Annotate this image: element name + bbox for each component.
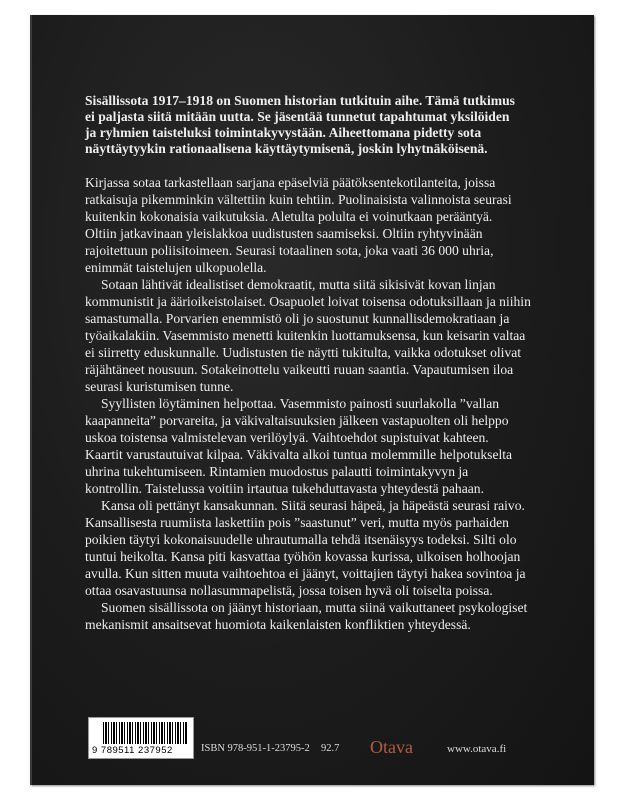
paragraph-line: rajoitettuun poliisitoimeen. Seurasi totaalinen sota, joka vaati 36 000 uhria, (85, 243, 494, 258)
paragraph-line: Kirjassa sotaa tarkastellaan sarjana epäselviä päätöksentekotilanteita, joissa (85, 175, 496, 190)
paragraph-line: enimmät taistelujen ulkopuolella. (85, 260, 267, 275)
barcode-number: 9 789511 237952 (92, 745, 173, 756)
paragraph-line: kommunistit ja äärioikeistolaiset. Osapuolet loivat toisensa odotuksillaan ja niihin (85, 294, 531, 309)
paragraph-line: räjähtäneet nousuun. Sotakeinottelu vaikeutti ruuan saantia. Vapautumisen iloa (85, 362, 514, 377)
price-code: 92.7 (321, 743, 340, 754)
lead-line: näyttäytyykin rationaalisena käyttäytymisenä, joskin lyhytnäköisenä. (85, 141, 488, 156)
paragraph-line: uhrina tukehtumiseen. Rintamien muodostus palautti toimintakyvyn ja (85, 464, 469, 479)
paragraph-line: avulla. Kun sitten muuta vaihtoehtoa ei jäänyt, voittajien täytyi hakea sovintoa ja (85, 566, 526, 581)
isbn: ISBN 978-951-1-23795-2 (201, 743, 310, 754)
paragraph-line: Sotaan lähtivät idealistiset demokraatit, mutta siitä sikisivät kovan linjan (101, 277, 496, 292)
paragraph-line: kuitenkin kokonaisia vaikutuksia. Aletulta polulta ei voinutkaan perääntyä. (85, 209, 493, 224)
paragraph-line: kontrollin. Taistelussa voitiin irtautua tukehduttavasta yhteydestä pahaan. (85, 481, 484, 496)
lead-paragraph (85, 93, 531, 157)
paragraph-line: mekanismit ansaitsevat huomiota kaikenlaisten konfliktien yhteydessä. (85, 617, 471, 632)
paragraph (85, 395, 531, 497)
barcode (88, 717, 194, 759)
publisher-logo: Otava (370, 737, 413, 757)
lead-line: ei paljasta siitä mitään uutta. Se jäsentää tunnetut tapahtumat yksilöiden (85, 109, 510, 124)
paragraph (85, 599, 531, 633)
paragraph-line: Kansallisesta ruumiista laskettiin pois ”saastunut” veri, mutta myös parhaiden (85, 515, 509, 530)
paragraph-line: samastumalla. Porvarien enemmistö oli jo suostunut kunnallisdemokratiaan ja (85, 311, 510, 326)
publisher-website: www.otava.fi (447, 743, 507, 755)
barcode-bars (103, 722, 187, 744)
paragraph (85, 497, 531, 599)
paragraph-line: kaapanneita” porvareita, ja väkivaltaisuuksien jälkeen vastapuolten oli helppo (85, 413, 509, 428)
paragraph-line: seurasi kuristumisen tunne. (85, 379, 234, 394)
paragraph (85, 174, 531, 276)
paragraph-line: Suomen sisällissota on jäänyt historiaan, mutta siinä vaikuttaneet psykologiset (101, 600, 528, 615)
blurb-text (85, 93, 531, 633)
paragraph-line: tuntui heikolta. Kansa piti kasvattaa työhön kovassa kurissa, ulkoisen holhoojan (85, 549, 521, 564)
paragraph-line: Kansa oli pettänyt kansakunnan. Siitä seurasi häpeä, ja häpeästä seurasi raivo. (101, 498, 525, 513)
paragraph-line: poikien täytyi kokonaisuudelle uhrautumalla tehdä itsenäisyys todeksi. Silti olo (85, 532, 517, 547)
lead-line: Sisällissota 1917–1918 on Suomen historian tutkituin aihe. Tämä tutkimus (85, 93, 515, 108)
paragraph-line: ratkaisuja pikemminkin vältettiin kuin tehtiin. Puolinaisista valinnoista seurasi (85, 192, 512, 207)
paragraph-line: ottaa osavastuunsa nollasummapelistä, jossa toisen hyvä oli toiselta poissa. (85, 583, 493, 598)
paragraph-line: uskoa toistensa valmistelevan verilöylyä. Vaihtoehdot supistuivat kahteen. (85, 430, 489, 445)
paragraph-line: työaikalakiin. Vasemmisto menetti kuitenkin luottamuksensa, kun keisarin valtaa (85, 328, 526, 343)
body-paragraphs (85, 174, 531, 633)
paragraph-line: Kaartit varustautuivat kilpaa. Väkivalta alkoi tuntua molemmille helpotukselta (85, 447, 513, 462)
paragraph-line: Oltiin jatkavinaan yleislakkoa uudistusten saamiseksi. Oltiin ryhtyvinään (85, 226, 483, 241)
lead-line: ja ryhmien taisteluksi toimintakyvystään. Aiheettomana pidetty sota (85, 125, 482, 140)
paragraph-line: ei siirretty eduskunnalle. Uudistusten tie näytti tukitulta, vaikka odotukset olivat (85, 345, 522, 360)
paragraph (85, 276, 531, 395)
paragraph-line: Syyllisten löytäminen helpottaa. Vasemmisto painosti suurlakolla ”vallan (101, 396, 500, 411)
